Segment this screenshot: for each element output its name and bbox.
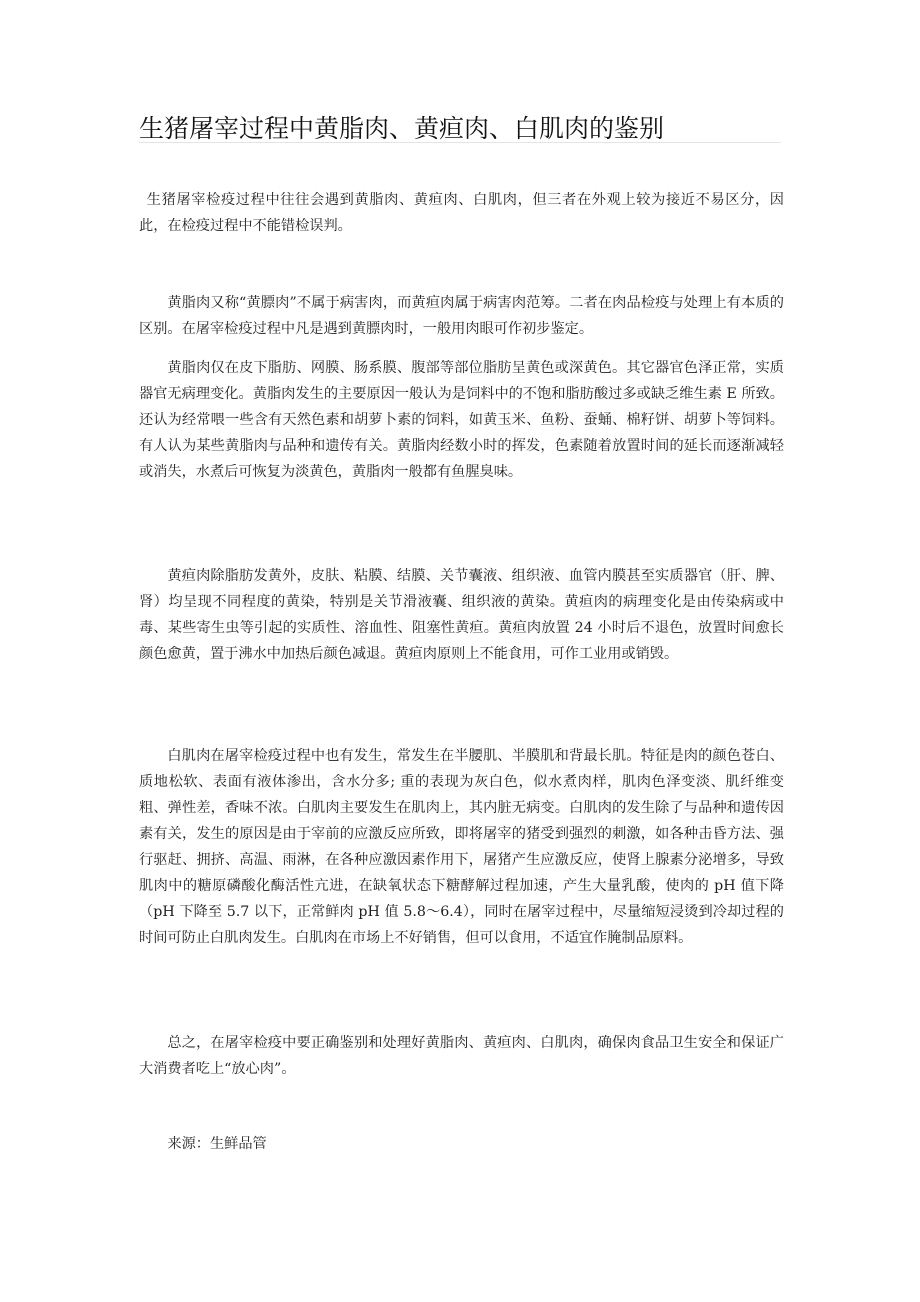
paragraph-yellow-fat-detail: 黄脂肉仅在皮下脂肪、网膜、肠系膜、腹部等部位脂肪呈黄色或深黄色。其它器官色泽正常，实质器官无病理变化。黄脂肉发生的主要原因一般认为是饲料中的不饱和脂肪酸过多或缺乏维生素 E 所致。还认为经常喂一些含有天然色素和胡萝卜素的饲料，如黄玉米、鱼粉、蚕蛹、棉籽饼、胡萝卜等饲料。有人认为某些黄脂肉与品种和遗传有关。黄脂肉经数小时的挥发，色素随着放置时间的延长而逐渐减轻或消失，水煮后可恢复为淡黄色，黄脂肉一般都有鱼腥臭味。 [139, 360, 784, 480]
title-divider [139, 142, 781, 143]
paragraph-yellow-fat-definition: 黄脂肉又称“黄膘肉”不属于病害肉，而黄疸肉属于病害肉范筹。二者在肉品检疫与处理上有本质的区别。在屠宰检疫过程中凡是遇到黄膘肉时，一般用肉眼可作初步鉴定。 [139, 295, 784, 337]
paragraph-conclusion: 总之，在屠宰检疫中要正确鉴别和处理好黄脂肉、黄疸肉、白肌肉，确保肉食品卫生安全和保证广大消费者吃上“放心肉”。 [139, 1035, 784, 1077]
intro-paragraph: 生猪屠宰检疫过程中往往会遇到黄脂肉、黄疸肉、白肌肉，但三者在外观上较为接近不易区分，因此，在检疫过程中不能错检误判。 [139, 192, 784, 234]
paragraph-jaundice-meat: 黄疸肉除脂肪发黄外，皮肤、粘膜、结膜、关节囊液、组织液、血管内膜甚至实质器官（肝、脾、肾）均呈现不同程度的黄染，特别是关节滑液囊、组织液的黄染。黄疸肉的病理变化是由传染病或中毒、某些寄生虫等引起的实质性、溶血性、阻塞性黄疸。黄疸肉放置 24 小时后不退色，放置时间愈长颜色愈黄，置于沸水中加热后颜色减退。黄疸肉原则上不能食用，可作工业用或销毁。 [139, 568, 784, 662]
source-line: 来源：生鲜品管 [167, 1136, 267, 1152]
paragraph-pale-meat: 白肌肉在屠宰检疫过程中也有发生，常发生在半腰肌、半膜肌和背最长肌。特征是肉的颜色苍白、质地松软、表面有液体渗出，含水分多; 重的表现为灰白色，似水煮肉样，肌肉色泽变淡、肌纤维变粗、弹性差，香味不浓。白肌肉主要发生在肌肉上，其内脏无病变。白肌肉的发生除了与品种和遗传因素有关，发生的原因是由于宰前的应激反应所致，即将屠宰的猪受到强烈的刺激，如各种击昏方法、强行驱赶、拥挤、高温、雨淋，在各种应激因素作用下，屠猪产生应激反应，使肾上腺素分泌增多，导致肌肉中的糖原磷酸化酶活性亢进，在缺氧状态下糖酵解过程加速，产生大量乳酸，使肉的 pH 值下降（pH 下降至 5.7 以下，正常鲜肉 pH 值 5.8～6.4），同时在屠宰过程中，尽量缩短浸烫到冷却过程的时间可防止白肌肉发生。白肌肉在市场上不好销售，但可以食用，不适宜作腌制品原料。 [139, 748, 784, 946]
article-title: 生猪屠宰过程中黄脂肉、黄疸肉、白肌肉的鉴别 [139, 114, 665, 143]
